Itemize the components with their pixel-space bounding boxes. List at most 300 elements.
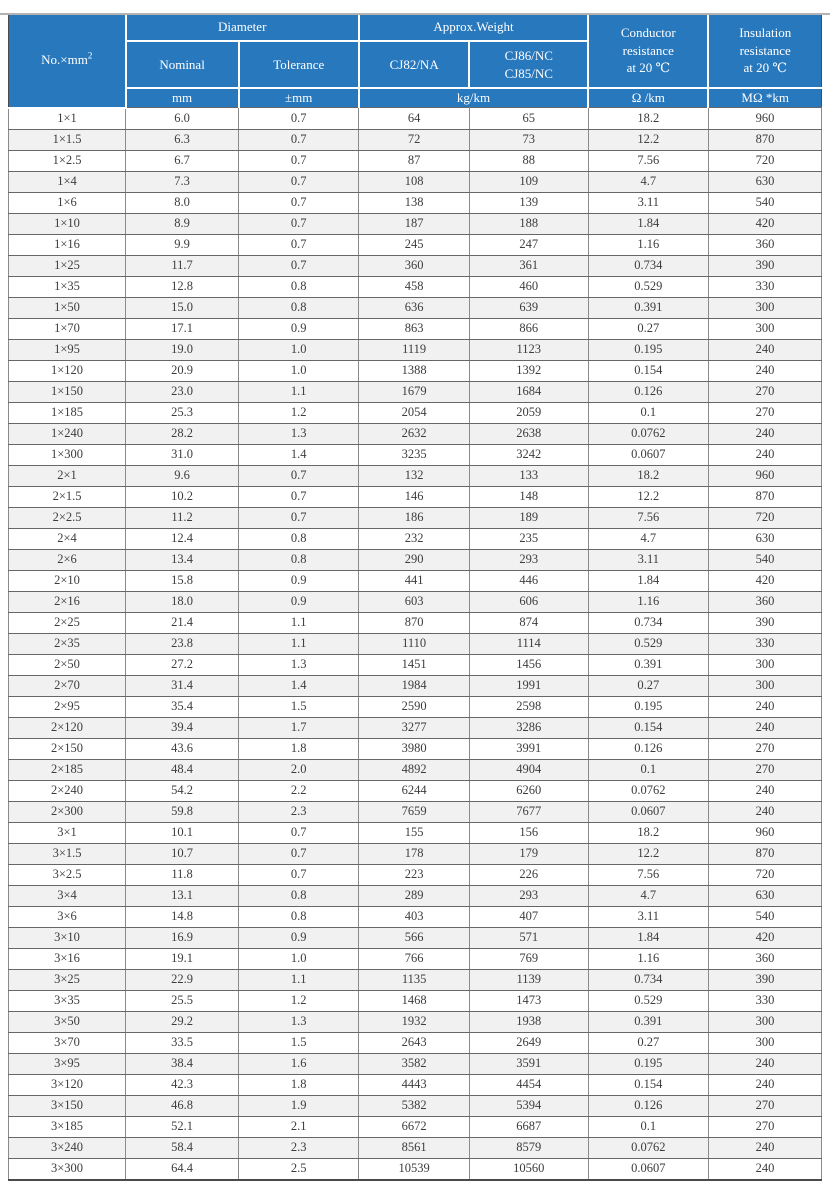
cell-spec: 3×4 [9,885,126,906]
cell-spec: 1×70 [9,318,126,339]
cell-insulation-resistance: 390 [708,612,821,633]
cell-weight-cj82: 2632 [359,423,470,444]
table-row [9,255,822,276]
cell-conductor-resistance: 0.0762 [588,423,708,444]
cell-nominal-diameter: 21.4 [126,612,239,633]
cell-weight-cj86: 293 [469,549,588,570]
cell-weight-cj86: 874 [469,612,588,633]
cell-spec: 2×16 [9,591,126,612]
cell-spec: 3×185 [9,1116,126,1137]
cell-weight-cj82: 155 [359,822,470,843]
cell-nominal-diameter: 22.9 [126,969,239,990]
cell-tolerance: 0.7 [239,108,359,130]
cell-conductor-resistance: 0.1 [588,402,708,423]
cell-nominal-diameter: 19.0 [126,339,239,360]
cell-weight-cj86: 4454 [469,1074,588,1095]
table-row [9,1074,822,1095]
cell-conductor-resistance: 0.391 [588,654,708,675]
cell-nominal-diameter: 48.4 [126,759,239,780]
cell-spec: 3×1 [9,822,126,843]
cell-weight-cj86: 7677 [469,801,588,822]
cell-conductor-resistance: 7.56 [588,507,708,528]
cell-weight-cj86: 6687 [469,1116,588,1137]
cell-spec: 2×35 [9,633,126,654]
cell-weight-cj86: 3286 [469,717,588,738]
insulation-line1: Insulation [739,25,792,41]
cell-weight-cj86: 3991 [469,738,588,759]
cell-nominal-diameter: 17.1 [126,318,239,339]
cell-weight-cj86: 65 [469,108,588,130]
cell-weight-cj86: 2059 [469,402,588,423]
cell-conductor-resistance: 0.734 [588,969,708,990]
cell-tolerance: 1.5 [239,696,359,717]
cell-weight-cj82: 3277 [359,717,470,738]
cell-weight-cj82: 187 [359,213,470,234]
table-row [9,1116,822,1137]
cell-weight-cj82: 636 [359,297,470,318]
cell-spec: 1×16 [9,234,126,255]
cell-tolerance: 0.7 [239,864,359,885]
table-row [9,843,822,864]
cell-weight-cj86: 866 [469,318,588,339]
cell-conductor-resistance: 0.734 [588,255,708,276]
cell-tolerance: 0.8 [239,276,359,297]
cell-insulation-resistance: 540 [708,906,821,927]
cell-conductor-resistance: 12.2 [588,486,708,507]
cell-weight-cj86: 133 [469,465,588,486]
cell-conductor-resistance: 7.56 [588,864,708,885]
cell-tolerance: 1.1 [239,612,359,633]
table-row [9,171,822,192]
cell-weight-cj82: 1451 [359,654,470,675]
cell-conductor-resistance: 4.7 [588,528,708,549]
cell-weight-cj82: 2054 [359,402,470,423]
cell-conductor-resistance: 1.84 [588,213,708,234]
cell-insulation-resistance: 240 [708,1158,821,1180]
table-row [9,507,822,528]
cell-insulation-resistance: 330 [708,633,821,654]
cell-weight-cj82: 863 [359,318,470,339]
table-row [9,129,822,150]
cell-nominal-diameter: 16.9 [126,927,239,948]
cell-conductor-resistance: 3.11 [588,906,708,927]
table-row [9,948,822,969]
cell-conductor-resistance: 0.126 [588,381,708,402]
cell-tolerance: 1.3 [239,423,359,444]
cell-weight-cj82: 186 [359,507,470,528]
cell-insulation-resistance: 240 [708,1074,821,1095]
cell-weight-cj82: 1984 [359,675,470,696]
cell-tolerance: 1.8 [239,738,359,759]
cell-tolerance: 0.7 [239,486,359,507]
cell-spec: 3×240 [9,1137,126,1158]
cell-weight-cj82: 290 [359,549,470,570]
cell-spec: 3×95 [9,1053,126,1074]
unit-insulation-mohm-km: MΩ *km [708,88,821,108]
cell-conductor-resistance: 7.56 [588,150,708,171]
unit-tolerance-mm: ±mm [239,88,359,108]
cell-nominal-diameter: 8.0 [126,192,239,213]
cell-conductor-resistance: 0.529 [588,990,708,1011]
cell-insulation-resistance: 240 [708,423,821,444]
conductor-line3: at 20 ℃ [626,60,670,76]
cell-weight-cj82: 403 [359,906,470,927]
cell-weight-cj82: 223 [359,864,470,885]
table-row [9,276,822,297]
cell-weight-cj82: 3980 [359,738,470,759]
cell-conductor-resistance: 3.11 [588,192,708,213]
cell-spec: 2×300 [9,801,126,822]
cell-tolerance: 0.7 [239,213,359,234]
cell-nominal-diameter: 46.8 [126,1095,239,1116]
cable-spec-table [8,13,822,1181]
cell-weight-cj82: 10539 [359,1158,470,1180]
cell-tolerance: 1.0 [239,339,359,360]
cell-weight-cj82: 1468 [359,990,470,1011]
cell-insulation-resistance: 270 [708,1095,821,1116]
cell-spec: 2×240 [9,780,126,801]
cell-spec: 2×120 [9,717,126,738]
cell-spec: 2×185 [9,759,126,780]
cell-spec: 1×1 [9,108,126,130]
cell-nominal-diameter: 35.4 [126,696,239,717]
cell-tolerance: 1.0 [239,948,359,969]
cell-conductor-resistance: 4.7 [588,885,708,906]
cell-tolerance: 1.8 [239,1074,359,1095]
cell-weight-cj86: 1139 [469,969,588,990]
table-row [9,1032,822,1053]
cell-weight-cj86: 6260 [469,780,588,801]
cell-weight-cj86: 5394 [469,1095,588,1116]
cell-weight-cj82: 3582 [359,1053,470,1074]
table-row [9,1053,822,1074]
cell-insulation-resistance: 300 [708,654,821,675]
cell-spec: 1×120 [9,360,126,381]
cell-weight-cj86: 2598 [469,696,588,717]
cell-nominal-diameter: 6.3 [126,129,239,150]
cell-conductor-resistance: 0.1 [588,1116,708,1137]
cell-conductor-resistance: 0.195 [588,696,708,717]
header-insulation-resistance [708,14,821,89]
table-row [9,990,822,1011]
header-nominal: Nominal [126,41,239,88]
table-row [9,297,822,318]
unit-conductor-ohm-km: Ω /km [588,88,708,108]
cell-nominal-diameter: 25.5 [126,990,239,1011]
cell-nominal-diameter: 9.9 [126,234,239,255]
cell-weight-cj82: 146 [359,486,470,507]
cell-spec: 3×150 [9,1095,126,1116]
header-group-diameter: Diameter [126,14,359,42]
header-cj86-cj85 [469,41,588,88]
table-row [9,759,822,780]
table-row [9,906,822,927]
cell-conductor-resistance: 0.0607 [588,801,708,822]
cell-spec: 1×185 [9,402,126,423]
cell-conductor-resistance: 0.391 [588,1011,708,1032]
cell-weight-cj86: 247 [469,234,588,255]
cell-insulation-resistance: 630 [708,528,821,549]
cell-weight-cj82: 3235 [359,444,470,465]
cell-spec: 1×2.5 [9,150,126,171]
cell-spec: 3×10 [9,927,126,948]
cell-spec: 3×70 [9,1032,126,1053]
cell-nominal-diameter: 29.2 [126,1011,239,1032]
cell-conductor-resistance: 18.2 [588,465,708,486]
cell-conductor-resistance: 0.154 [588,717,708,738]
cell-nominal-diameter: 11.8 [126,864,239,885]
cell-tolerance: 1.9 [239,1095,359,1116]
cell-spec: 3×50 [9,1011,126,1032]
cell-weight-cj86: 235 [469,528,588,549]
cell-spec: 3×6 [9,906,126,927]
table-row [9,885,822,906]
cell-conductor-resistance: 0.126 [588,738,708,759]
cell-spec: 1×10 [9,213,126,234]
cell-weight-cj82: 2643 [359,1032,470,1053]
cell-conductor-resistance: 1.16 [588,234,708,255]
cell-nominal-diameter: 11.2 [126,507,239,528]
cell-conductor-resistance: 12.2 [588,129,708,150]
cell-insulation-resistance: 960 [708,465,821,486]
cell-weight-cj86: 10560 [469,1158,588,1180]
cell-conductor-resistance: 1.84 [588,927,708,948]
cell-insulation-resistance: 300 [708,1011,821,1032]
cell-weight-cj86: 460 [469,276,588,297]
cell-nominal-diameter: 15.0 [126,297,239,318]
cell-weight-cj82: 7659 [359,801,470,822]
cell-weight-cj82: 1135 [359,969,470,990]
cell-nominal-diameter: 20.9 [126,360,239,381]
cell-nominal-diameter: 7.3 [126,171,239,192]
cell-weight-cj82: 603 [359,591,470,612]
cell-insulation-resistance: 630 [708,171,821,192]
cell-tolerance: 2.5 [239,1158,359,1180]
cell-conductor-resistance: 0.126 [588,1095,708,1116]
cell-weight-cj82: 87 [359,150,470,171]
cell-conductor-resistance: 0.0762 [588,1137,708,1158]
cell-nominal-diameter: 23.0 [126,381,239,402]
cell-nominal-diameter: 12.8 [126,276,239,297]
table-row [9,423,822,444]
cell-insulation-resistance: 240 [708,801,821,822]
cell-weight-cj86: 1938 [469,1011,588,1032]
table-row [9,381,822,402]
cell-nominal-diameter: 58.4 [126,1137,239,1158]
table-header [9,14,822,108]
cell-weight-cj82: 108 [359,171,470,192]
cell-conductor-resistance: 18.2 [588,108,708,130]
cell-insulation-resistance: 240 [708,696,821,717]
cell-weight-cj86: 88 [469,150,588,171]
cell-weight-cj86: 2649 [469,1032,588,1053]
cell-spec: 2×4 [9,528,126,549]
insulation-line3: at 20 ℃ [743,60,787,76]
cell-weight-cj86: 1684 [469,381,588,402]
cj86-line2: CJ85/NC [504,65,553,81]
cell-insulation-resistance: 240 [708,1137,821,1158]
cell-tolerance: 0.9 [239,318,359,339]
cell-tolerance: 1.2 [239,990,359,1011]
cell-weight-cj86: 1991 [469,675,588,696]
table-row [9,780,822,801]
cell-insulation-resistance: 270 [708,402,821,423]
cell-nominal-diameter: 10.7 [126,843,239,864]
header-tolerance: Tolerance [239,41,359,88]
header-group-approx-weight: Approx.Weight [359,14,588,42]
table-row [9,654,822,675]
cell-spec: 2×6 [9,549,126,570]
cell-tolerance: 1.5 [239,1032,359,1053]
unit-weight-kgkm: kg/km [359,88,588,108]
table-row [9,864,822,885]
cell-weight-cj86: 188 [469,213,588,234]
cell-spec: 3×120 [9,1074,126,1095]
cell-weight-cj82: 766 [359,948,470,969]
cell-weight-cj82: 178 [359,843,470,864]
cell-spec: 3×2.5 [9,864,126,885]
cell-nominal-diameter: 28.2 [126,423,239,444]
cell-insulation-resistance: 240 [708,339,821,360]
cell-nominal-diameter: 52.1 [126,1116,239,1137]
cell-tolerance: 1.1 [239,969,359,990]
cell-weight-cj82: 132 [359,465,470,486]
cell-tolerance: 0.7 [239,255,359,276]
cell-tolerance: 0.9 [239,570,359,591]
cell-tolerance: 2.2 [239,780,359,801]
cell-insulation-resistance: 720 [708,150,821,171]
cell-insulation-resistance: 300 [708,1032,821,1053]
table-row [9,234,822,255]
cell-spec: 1×4 [9,171,126,192]
cell-weight-cj86: 1123 [469,339,588,360]
cell-conductor-resistance: 0.1 [588,759,708,780]
cell-weight-cj82: 870 [359,612,470,633]
cell-nominal-diameter: 8.9 [126,213,239,234]
cell-insulation-resistance: 390 [708,969,821,990]
table-row [9,318,822,339]
table-row [9,213,822,234]
cell-insulation-resistance: 240 [708,1053,821,1074]
cell-weight-cj82: 1119 [359,339,470,360]
cell-weight-cj86: 226 [469,864,588,885]
cell-weight-cj86: 3242 [469,444,588,465]
table-row [9,717,822,738]
cell-insulation-resistance: 420 [708,570,821,591]
cell-conductor-resistance: 0.734 [588,612,708,633]
cell-tolerance: 2.1 [239,1116,359,1137]
cell-weight-cj82: 1679 [359,381,470,402]
cell-insulation-resistance: 870 [708,129,821,150]
cell-spec: 2×150 [9,738,126,759]
cell-conductor-resistance: 1.84 [588,570,708,591]
cell-spec: 1×25 [9,255,126,276]
cell-tolerance: 0.8 [239,549,359,570]
cell-weight-cj82: 1388 [359,360,470,381]
cell-tolerance: 0.7 [239,150,359,171]
cell-conductor-resistance: 0.27 [588,1032,708,1053]
table-row [9,444,822,465]
cell-weight-cj82: 64 [359,108,470,130]
table-row [9,1137,822,1158]
cell-weight-cj82: 1932 [359,1011,470,1032]
table-row [9,969,822,990]
cell-tolerance: 1.1 [239,633,359,654]
cell-conductor-resistance: 0.391 [588,297,708,318]
cell-nominal-diameter: 64.4 [126,1158,239,1180]
cell-weight-cj86: 189 [469,507,588,528]
cell-nominal-diameter: 15.8 [126,570,239,591]
cell-insulation-resistance: 360 [708,234,821,255]
conductor-line2: resistance [622,42,674,58]
cell-weight-cj82: 6244 [359,780,470,801]
cell-tolerance: 1.3 [239,654,359,675]
cell-tolerance: 1.4 [239,444,359,465]
cell-weight-cj86: 4904 [469,759,588,780]
cell-insulation-resistance: 420 [708,927,821,948]
conductor-line1: Conductor [620,25,676,41]
cell-nominal-diameter: 38.4 [126,1053,239,1074]
cell-conductor-resistance: 18.2 [588,822,708,843]
cell-tolerance: 0.7 [239,192,359,213]
cell-weight-cj82: 8561 [359,1137,470,1158]
cell-spec: 3×35 [9,990,126,1011]
cell-conductor-resistance: 0.195 [588,1053,708,1074]
header-spec-superscript: 2 [87,51,93,62]
cell-nominal-diameter: 43.6 [126,738,239,759]
cell-tolerance: 1.4 [239,675,359,696]
cell-spec: 1×6 [9,192,126,213]
cell-weight-cj86: 1114 [469,633,588,654]
cell-insulation-resistance: 300 [708,675,821,696]
cell-conductor-resistance: 1.16 [588,948,708,969]
cell-conductor-resistance: 3.11 [588,549,708,570]
cell-weight-cj82: 441 [359,570,470,591]
cell-conductor-resistance: 0.0762 [588,780,708,801]
cell-weight-cj82: 566 [359,927,470,948]
cell-tolerance: 0.7 [239,234,359,255]
cell-spec: 2×25 [9,612,126,633]
cell-weight-cj86: 148 [469,486,588,507]
cell-tolerance: 0.8 [239,528,359,549]
table-row [9,465,822,486]
cell-nominal-diameter: 31.0 [126,444,239,465]
cell-nominal-diameter: 10.2 [126,486,239,507]
cell-tolerance: 2.0 [239,759,359,780]
table-row [9,486,822,507]
table-row [9,696,822,717]
cell-conductor-resistance: 0.27 [588,318,708,339]
cell-conductor-resistance: 0.529 [588,633,708,654]
table-row [9,591,822,612]
cell-insulation-resistance: 330 [708,276,821,297]
cell-tolerance: 0.7 [239,822,359,843]
cell-weight-cj82: 5382 [359,1095,470,1116]
cell-tolerance: 0.7 [239,507,359,528]
header-conductor-resistance [588,14,708,89]
cell-spec: 2×2.5 [9,507,126,528]
cell-weight-cj82: 138 [359,192,470,213]
cell-weight-cj86: 1456 [469,654,588,675]
cell-nominal-diameter: 23.8 [126,633,239,654]
cell-tolerance: 0.7 [239,171,359,192]
cell-nominal-diameter: 27.2 [126,654,239,675]
cell-insulation-resistance: 390 [708,255,821,276]
table-row [9,192,822,213]
cell-insulation-resistance: 360 [708,948,821,969]
cell-insulation-resistance: 960 [708,822,821,843]
cell-nominal-diameter: 11.7 [126,255,239,276]
